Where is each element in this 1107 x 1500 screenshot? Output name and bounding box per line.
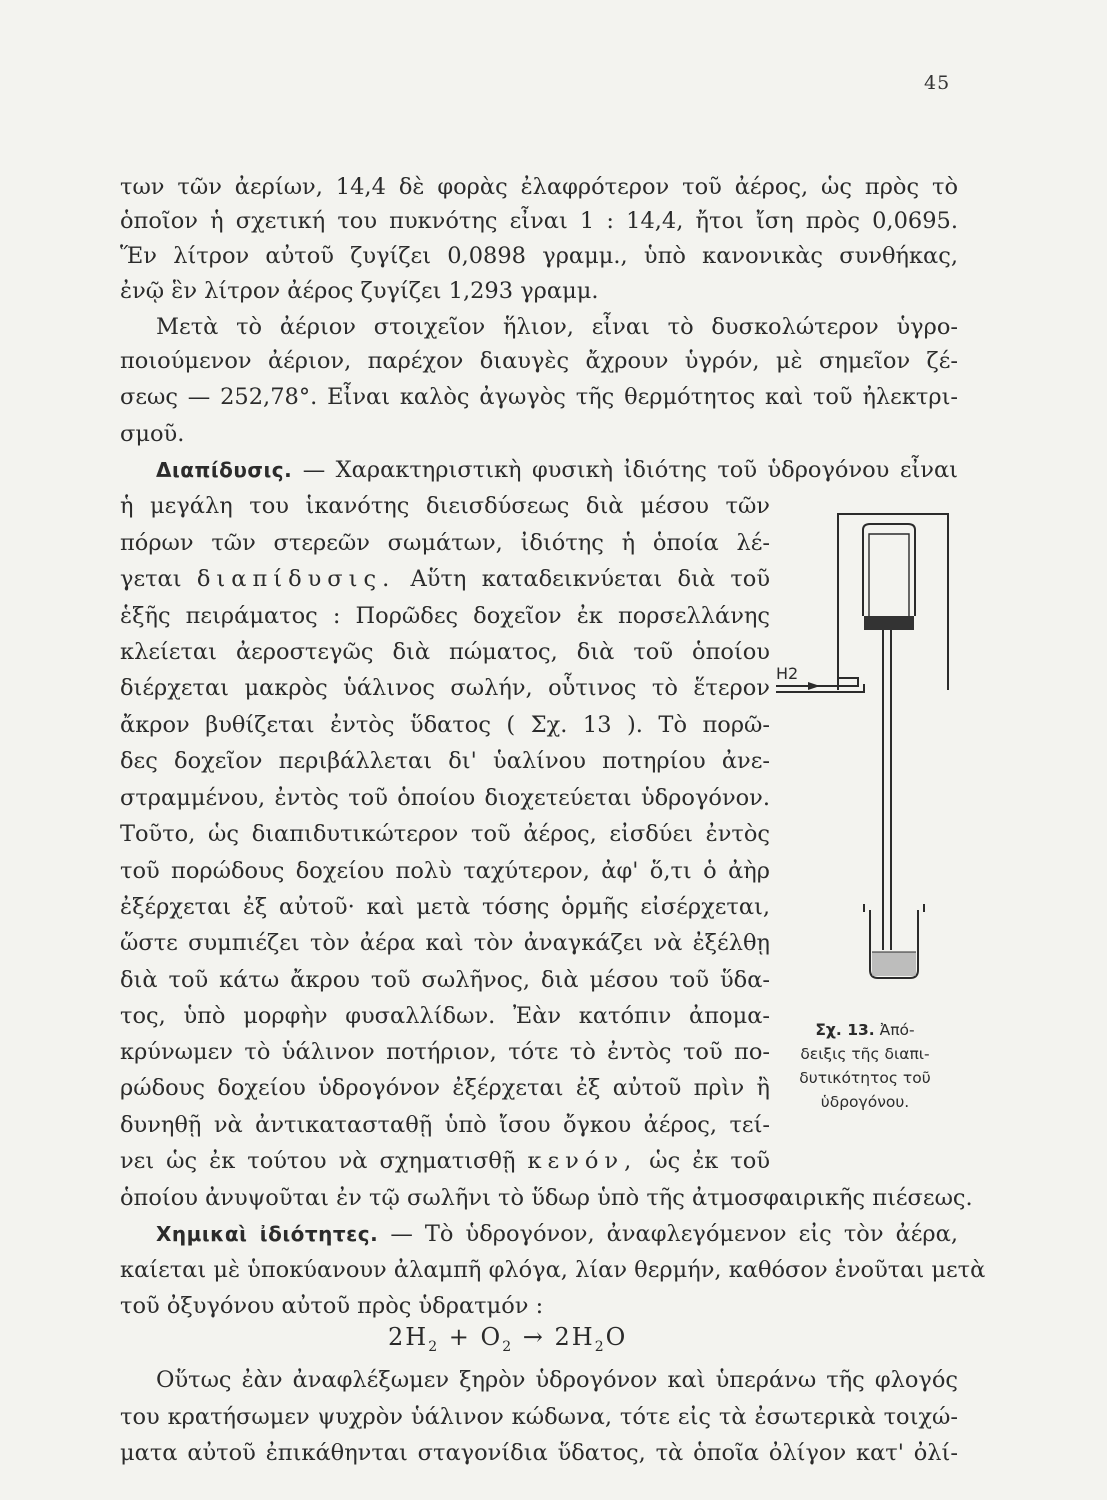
section-heading-chemical: Χημικαὶ ἰδιότητες. (156, 1222, 379, 1246)
text-line: σμοῦ. (120, 421, 185, 447)
text-line: του κρατήσωμεν ψυχρὸν ὑάλινον κώδωνα, τότε εἰς τὰ ἐσωτερικὰ τοιχώ- (120, 1404, 958, 1430)
text-line: ὥστε συμπιέζει τὸν ἀέρα καὶ τὸν ἀναγκάζει νὰ ἐξέλθῃ (120, 930, 770, 956)
text-segment: ὡς ἐκ τοῦ (649, 1148, 771, 1174)
text-line: Τοῦτο, ὡς διαπιδυτικώτερον τοῦ ἀέρος, εἰσδύει ἐντὸς (120, 821, 770, 847)
chemical-paragraph-start (156, 1218, 958, 1250)
text-line: τος, ὑπὸ μορφὴν φυσαλλίδων. Ἐὰν κατόπιν ἀπομα- (120, 1003, 770, 1029)
eq-term: O (605, 1323, 628, 1351)
eq-subscript: 2 (594, 1338, 606, 1355)
text-line: Οὕτως ἐὰν ἀναφλέξωμεν ξηρὸν ὑδρογόνον καὶ ὑπεράνω τῆς φλογός (156, 1367, 958, 1393)
eq-arrow: → (522, 1323, 545, 1351)
text-segment: νει ὡς ἐκ τούτου νὰ σχηματισθῇ (120, 1148, 516, 1174)
text-line: Ἕν λίτρον αὐτοῦ ζυγίζει 0,0898 γραμμ., ὑπὸ κανονικὰς συνθήκας, (120, 243, 958, 269)
text-segment: Αὕτη καταδεικνύεται διὰ τοῦ (410, 566, 771, 592)
caption-line: ὑδρογόνου. (820, 1093, 910, 1111)
text-line: σεως — 252,78°. Εἶναι καλὸς ἀγωγὸς τῆς θερμότητος καὶ τοῦ ἠλεκτρι- (120, 384, 958, 410)
emphasized-term: κενόν, (527, 1148, 638, 1174)
text-line: ὁποίου ἀνυψοῦται ἐν τῷ σωλῆνι τὸ ὕδωρ ὑπὸ τῆς ἀτμοσφαιρικῆς πιέσεως. (120, 1185, 973, 1211)
text-segment: — Χαρακτηριστικὴ φυσικὴ ἰδιότης τοῦ ὑδρογόνου εἶναι (302, 457, 959, 483)
text-line: τοῦ ὀξυγόνου αὐτοῦ πρὸς ὑδρατμόν : (120, 1293, 544, 1319)
text-line: των τῶν ἀερίων, 14,4 δὲ φορὰς ἐλαφρότερον τοῦ ἀέρος, ὡς πρὸς τὸ (120, 174, 958, 200)
text-line (120, 563, 770, 595)
text-line: Μετὰ τὸ ἀέριον στοιχεῖον ἥλιον, εἶναι τὸ δυσκολώτερον ὑγρο- (156, 314, 958, 340)
stopper (864, 616, 914, 630)
text-line: ἑξῆς πειράματος : Πορῶδες δοχεῖον ἐκ πορσελλάνης (120, 603, 770, 629)
gas-arrow (808, 682, 820, 690)
porous-vessel (863, 524, 915, 616)
text-line: κλείεται ἀεροστεγῶς διὰ πώματος, διὰ τοῦ ὁποίου (120, 639, 770, 665)
eq-term: O (480, 1323, 503, 1351)
text-line: ἐξέρχεται ἐξ αὐτοῦ· καὶ μετὰ τόσης ὁρμῆς εἰσέρχεται, (120, 894, 770, 920)
caption-label: Σχ. 13. (815, 1021, 875, 1039)
caption-line: δειξις τῆς διαπι- (800, 1045, 930, 1063)
page-number: 45 (924, 72, 951, 94)
text-line: ἡ μεγάλη του ἱκανότης διεισδύσεως διὰ μέσου τῶν (120, 493, 770, 519)
figure-13-apparatus (760, 500, 970, 980)
text-line: ἐνῷ ἓν λίτρον ἀέρος ζυγίζει 1,293 γραμμ. (120, 278, 599, 304)
text-line: διέρχεται μακρὸς ὑάλινος σωλήν, οὗτινος τὸ ἕτερον (120, 675, 770, 701)
text-line: ὁποῖον ἡ σχετική του πυκνότης εἶναι 1 : 14,4, ἤτοι ἴση πρὸς 0,0695. (120, 208, 958, 234)
emphasized-term: διαπίδυσις. (196, 566, 396, 592)
caption-line: δυτικότητος τοῦ (799, 1069, 931, 1087)
text-line: ρώδους δοχείου ὑδρογόνον ἐξέρχεται ἐξ αὐτοῦ πρὶν ἢ (120, 1075, 770, 1101)
figure-caption (760, 1018, 970, 1114)
text-line (120, 1145, 770, 1177)
diapidysis-paragraph-start (156, 454, 958, 486)
text-segment: — Τὸ ὑδρογόνον, ἀναφλεγόμενον εἰς τὸν ἀέρα, (390, 1221, 959, 1247)
apparatus-drawing (760, 500, 970, 980)
inverted-beaker (838, 514, 948, 690)
text-line: τοῦ πορώδους δοχείου πολὺ ταχύτερον, ἀφ' ὅ,τι ὁ ἀὴρ (120, 858, 770, 884)
text-line: κρύνωμεν τὸ ὑάλινον ποτήριον, τότε τὸ ἐντὸς τοῦ πο- (120, 1039, 770, 1065)
eq-plus: + (448, 1323, 471, 1351)
text-line: διὰ τοῦ κάτω ἄκρου τοῦ σωλῆνος, διὰ μέσου τοῦ ὕδα- (120, 967, 770, 993)
text-line: στραμμένου, ἐντὸς τοῦ ὁποίου διοχετεύεται ὑδρογόνον. (120, 785, 770, 811)
eq-subscript: 2 (428, 1338, 440, 1355)
caption-text: Ἀπό- (879, 1021, 915, 1039)
eq-term: 2H (388, 1323, 429, 1351)
text-line: πόρων τῶν στερεῶν σωμάτων, ἰδιότης ἡ ὁποία λέ- (120, 530, 770, 556)
eq-subscript: 2 (502, 1338, 514, 1355)
eq-term: 2H (554, 1323, 595, 1351)
section-heading-diapidysis: Διαπίδυσις. (156, 458, 293, 482)
text-line: ποιούμενον ἀέριον, παρέχον διαυγὲς ἄχρουν ὑγρόν, μὲ σημεῖον ζέ- (120, 348, 958, 374)
text-segment: γεται (120, 566, 182, 592)
chemical-equation (388, 1323, 627, 1355)
water (872, 952, 916, 976)
text-line: ματα αὐτοῦ ἐπικάθηνται σταγονίδια ὕδατος, τὰ ὁποῖα ὀλίγον κατ' ὀλί- (120, 1440, 958, 1466)
gas-label: H2 (776, 664, 799, 683)
text-line: ἄκρον βυθίζεται ἐντὸς ὕδατος ( Σχ. 13 ). Τὸ πορῶ- (120, 712, 770, 738)
text-line: καίεται μὲ ὑποκύανουν ἀλαμπῆ φλόγα, λίαν θερμήν, καθόσον ἑνοῦται μετὰ (120, 1257, 986, 1283)
text-line: δυνηθῇ νὰ ἀντικατασταθῇ ὑπὸ ἴσου ὄγκου ἀέρος, τεί- (120, 1112, 770, 1138)
text-line: δες δοχεῖον περιβάλλεται δι' ὑαλίνου ποτηρίου ἀνε- (120, 748, 770, 774)
caption-line (760, 1018, 970, 1042)
